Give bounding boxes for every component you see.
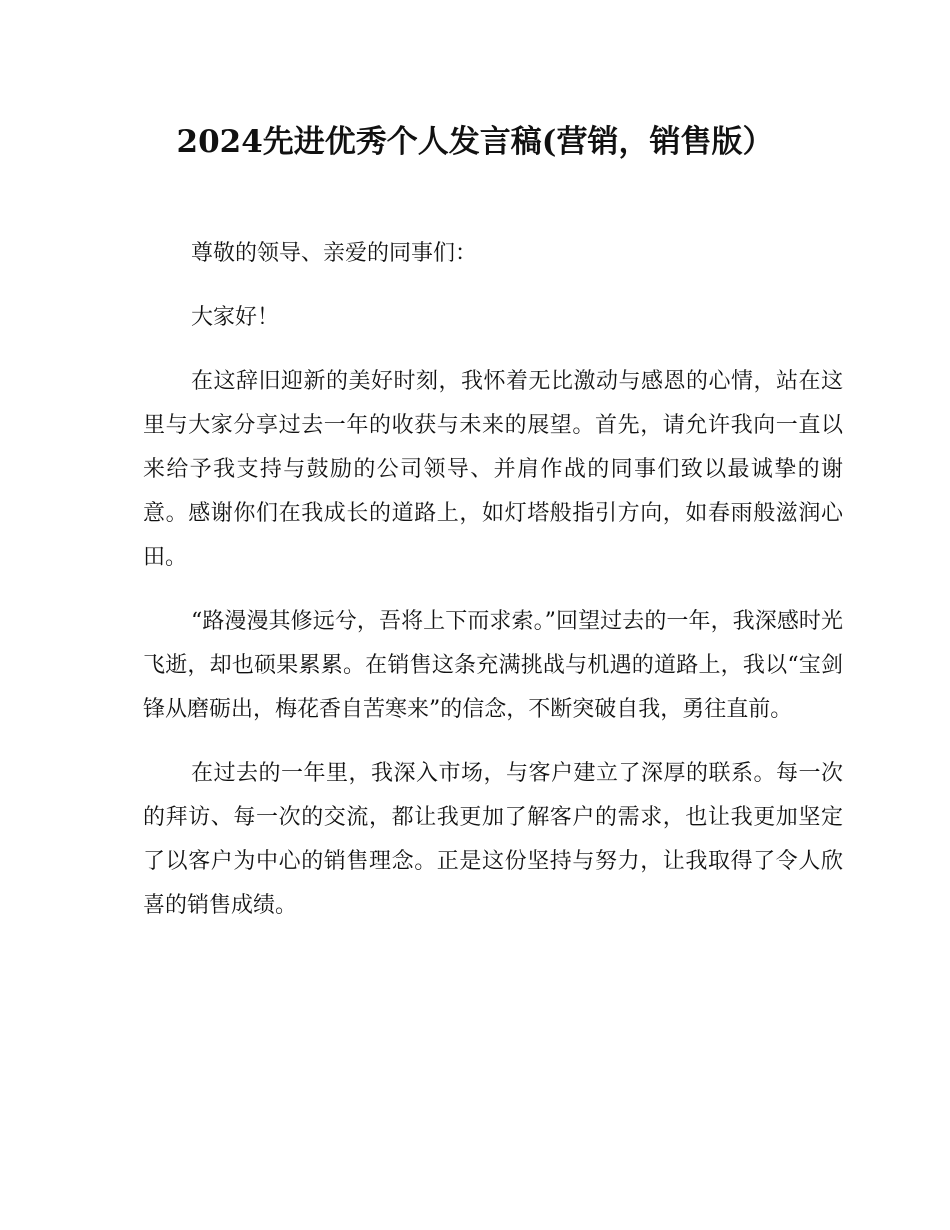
paragraph: 在这辞旧迎新的美好时刻，我怀着无比激动与感恩的心情，站在这里与大家分享过去一年的收获与未来的展望。首先，请允许我向一直以来给予我支持与鼓励的公司领导、并肩作战的同事们致以最诚挚的谢意。感谢你们在我成长的道路上，如灯塔般指引方向，如春雨般滋润心田。 bbox=[143, 369, 843, 570]
document-body bbox=[143, 232, 843, 948]
greeting: 大家好！ bbox=[191, 305, 280, 330]
paragraph: “路漫漫其修远兮，吾将上下而求索。”回望过去的一年，我深感时光飞逝，却也硕果累累。在销售这条充满挑战与机遇的道路上，我以“宝剑锋从磨砺出，梅花香自苦寒来”的信念，不断突破自我，勇往直前。 bbox=[143, 609, 843, 722]
paragraph: 在过去的一年里，我深入市场，与客户建立了深厚的联系。每一次的拜访、每一次的交流，都让我更加了解客户的需求，也让我更加坚定了以客户为中心的销售理念。正是这份坚持与努力，让我取得了令人欣喜的销售成绩。 bbox=[143, 761, 843, 918]
document-title: 2024先进优秀个人发言稿(营销，销售版） bbox=[176, 124, 774, 160]
salutation: 尊敬的领导、亲爱的同事们： bbox=[191, 241, 478, 266]
